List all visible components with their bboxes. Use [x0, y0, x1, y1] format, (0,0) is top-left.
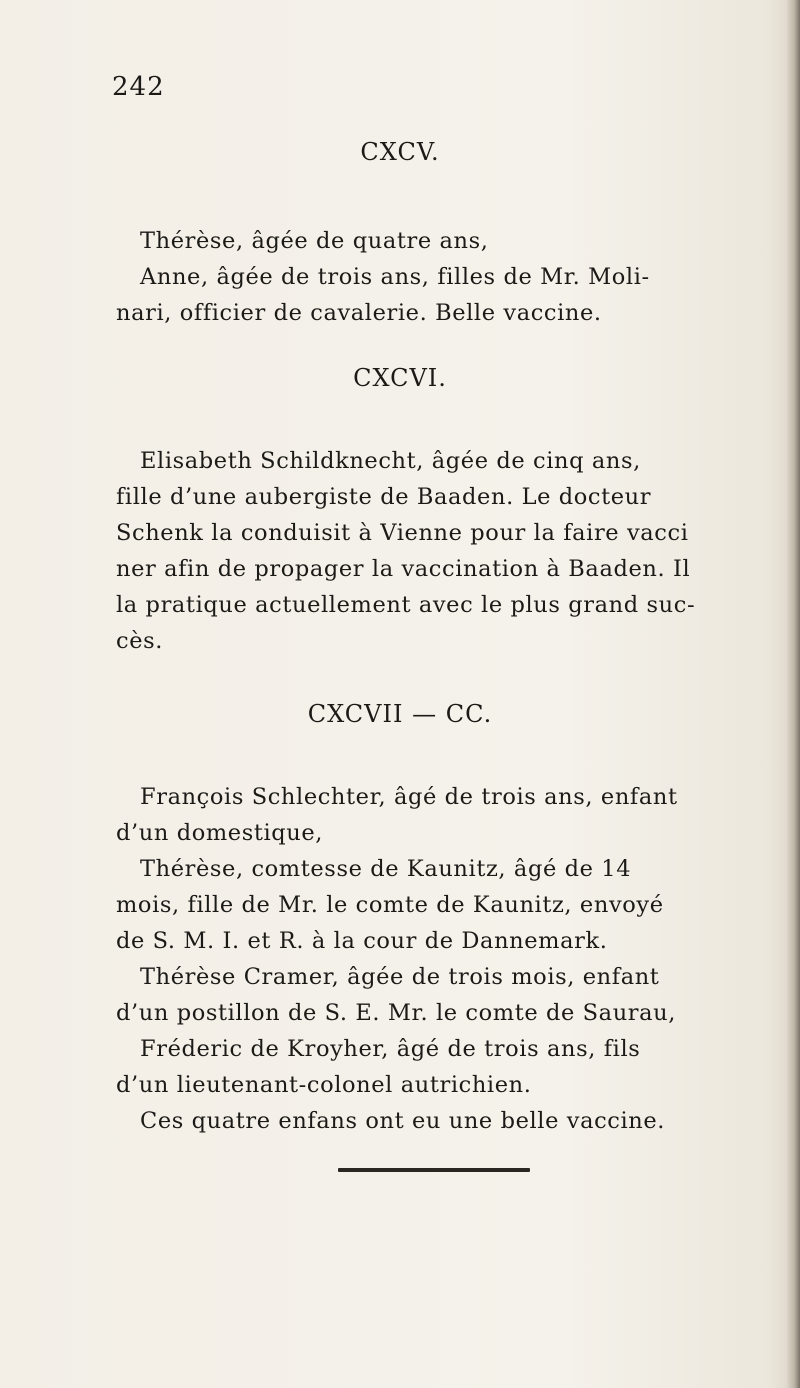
section-title-cxcvii-cc: CXCVII — CC.: [307, 700, 493, 728]
text-line: fille d’une aubergiste de Baaden. Le docteur: [116, 484, 652, 510]
text-line: Schenk la conduisit à Vienne pour la faire vacci: [116, 520, 689, 546]
section-divider-rule: [338, 1168, 530, 1172]
text-line: Anne, âgée de trois ans, filles de Mr. Moli-: [140, 264, 650, 290]
text-line: la pratique actuellement avec le plus grand suc-: [116, 592, 696, 618]
text-line: Ces quatre enfans ont eu une belle vaccine.: [140, 1108, 666, 1134]
text-line: d’un postillon de S. E. Mr. le comte de Saurau,: [116, 1000, 677, 1026]
text-line: d’un lieutenant-colonel autrichien.: [116, 1072, 532, 1098]
text-line: François Schlechter, âgé de trois ans, enfant: [140, 784, 678, 810]
page-number: 242: [112, 72, 165, 102]
text-line: Thérèse Cramer, âgée de trois mois, enfant: [140, 964, 660, 990]
text-line: Elisabeth Schildknecht, âgée de cinq ans,: [140, 448, 641, 474]
section-title-cxcv: CXCV.: [360, 138, 440, 166]
text-line: mois, fille de Mr. le comte de Kaunitz, envoyé: [116, 892, 664, 918]
text-line: de S. M. I. et R. à la cour de Dannemark.: [116, 928, 608, 954]
text-line: Thérèse, comtesse de Kaunitz, âgé de 14: [140, 856, 632, 882]
text-line: d’un domestique,: [116, 820, 324, 846]
section-title-cxcvi: CXCVI.: [353, 364, 447, 392]
text-line: cès.: [116, 628, 164, 654]
page-edge-shadow: [786, 0, 800, 1388]
text-line: Fréderic de Kroyher, âgé de trois ans, fils: [140, 1036, 641, 1062]
text-line: ner afin de propager la vaccination à Baaden. Il: [116, 556, 691, 582]
text-line: nari, officier de cavalerie. Belle vaccine.: [116, 300, 602, 326]
text-line: Thérèse, âgée de quatre ans,: [140, 228, 489, 254]
